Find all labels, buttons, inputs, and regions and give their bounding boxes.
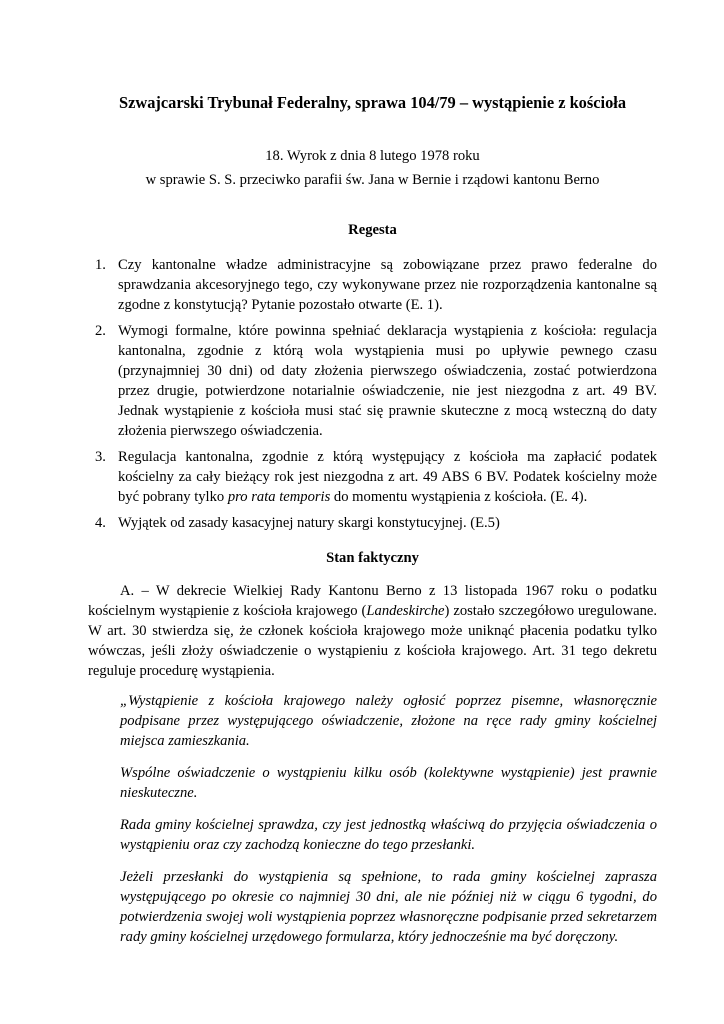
item-number: 3.	[95, 449, 106, 465]
item-text	[118, 257, 657, 313]
regesta-heading: Regesta	[348, 222, 397, 238]
item-text-italic: pro rata temporis	[227, 489, 331, 505]
item-text-segment: Czy kantonalne władze administracyjne są zobowiązane przez prawo federalne do sprawdzania akcesoryjnego tego, czy wykonywane przez nie rozporządzenia kantonalne są zgodne z konstytucją? Pytanie pozostało otwarte (E. 1).	[118, 257, 657, 313]
item-text	[118, 515, 500, 531]
subtitle-judgment-date: 18. Wyrok z dnia 8 lutego 1978 roku	[265, 148, 480, 164]
item-text	[118, 449, 657, 505]
facts-heading: Stan faktyczny	[326, 550, 419, 566]
item-number: 2.	[95, 323, 106, 339]
quoted-provisions	[88, 691, 657, 947]
regesta-item-4	[88, 513, 657, 533]
item-text	[118, 323, 657, 439]
quote-paragraph-4: Jeżeli przesłanki do wystąpienia są spełnione, to rada gminy kościelnej zaprasza występującego po okresie co najmniej 30 dni, ale nie później niż w ciągu 6 tygodni, do potwierdzenia swojej woli wystąpienia poprzez własnoręczne podpisanie przed sekretarzem rady gminy kościelnej urzędowego formularza, który jednocześnie ma być doręczony.	[120, 869, 657, 945]
document-title: Szwajcarski Trybunał Federalny, sprawa 104/79 – wystąpienie z kościoła	[118, 93, 627, 112]
quote-paragraph-3: Rada gminy kościelnej sprawdza, czy jest jednostką właściwą do przyjęcia oświadczenia o wystąpieniu oraz czy zachodzą konieczne do tego przesłanki.	[120, 817, 657, 853]
quote-paragraph-2: Wspólne oświadczenie o wystąpieniu kilku osób (kolektywne wystąpienie) jest prawnie nieskuteczne.	[120, 765, 657, 801]
paragraph-text-segment: A. – W dekrecie Wielkiej Rady Kantonu Berno z 13 listopada 1967 roku o podatku kościelnym wystąpienie z kościoła krajowego (	[88, 583, 657, 619]
item-text-segment: Wyjątek od zasady kasacyjnej natury skargi konstytucyjnej. (E.5)	[118, 515, 500, 531]
regesta-list	[88, 255, 657, 533]
item-text-segment: Regulacja kantonalna, zgodnie z którą występujący z kościoła ma zapłacić podatek kościelny za cały bieżący rok jest niezgodna z art. 49 ABS 6 BV. Podatek kościelny może być pobrany tylko	[118, 449, 657, 505]
item-text-segment: do momentu wystąpienia z kościoła. (E. 4).	[330, 489, 588, 505]
regesta-item-1	[88, 255, 657, 315]
subtitle-case-parties: w sprawie S. S. przeciwko parafii św. Jana w Bernie i rządowi kantonu Berno	[145, 172, 600, 188]
facts-paragraph-a	[88, 581, 657, 681]
regesta-item-2	[88, 321, 657, 441]
item-number: 1.	[95, 257, 106, 273]
paragraph-text-italic: Landeskirche	[366, 603, 445, 619]
quote-paragraph-1: „Wystąpienie z kościoła krajowego należy ogłosić poprzez pisemne, własnoręcznie podpisane przez występującego oświadczenie, złożone na ręce rady gminy kościelnej miejsca zamieszkania.	[120, 693, 657, 749]
paragraph-text-segment: ) zostało szczegółowo uregulowane. W art. 30 stwierdza się, że członek kościoła krajowego może uniknąć płacenia podatku tylko wówczas, jeśli złoży oświadczenie o wystąpieniu z kościoła krajowego. Art. 31 tego dekretu reguluje procedurę wystąpienia.	[88, 603, 658, 679]
item-number: 4.	[95, 515, 106, 531]
item-text-segment: Wymogi formalne, które powinna spełniać deklaracja wystąpienia z kościoła: regulacja kantonalna, zgodnie z którą wola wystąpienia musi po upływie pewnego czasu (przynajmniej 30 dni) od daty złożenia pierwszego oświadczenia, zostać potwierdzona przez drugie, potwierdzone notarialnie oświadczenie, nie jest niezgodna z art. 49 BV. Jednak wystąpienie z kościoła musi stać się prawnie skuteczne z mocą wsteczną do daty złożenia pierwszego oświadczenia.	[118, 323, 657, 439]
regesta-item-3	[88, 447, 657, 507]
